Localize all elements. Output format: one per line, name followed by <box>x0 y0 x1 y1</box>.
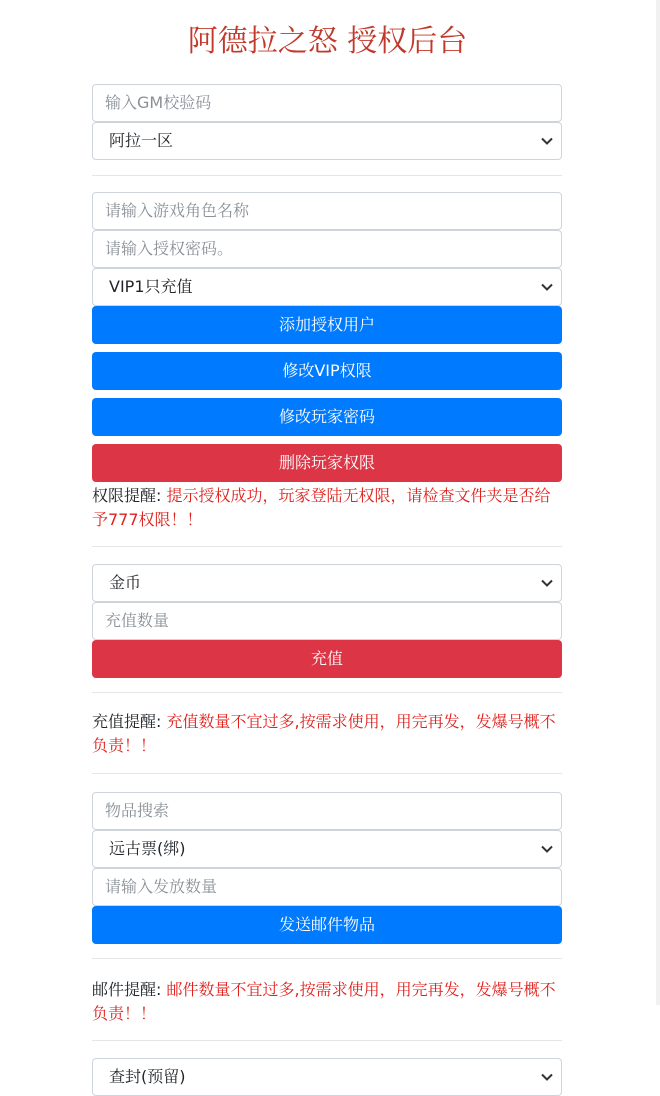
permission-notice-text: 提示授权成功，玩家登陆无权限，请检查文件夹是否给予777权限！！ <box>92 486 551 529</box>
divider <box>92 1040 562 1041</box>
add-auth-user-button[interactable]: 添加授权用户 <box>92 306 562 344</box>
recharge-notice-text: 充值数量不宜过多,按需求使用，用完再发，发爆号概不负责！！ <box>92 712 556 755</box>
divider <box>92 175 562 176</box>
chevron-down-icon <box>541 831 553 867</box>
chevron-down-icon <box>541 565 553 601</box>
item-search-input[interactable]: 物品搜索 <box>92 792 562 830</box>
divider <box>92 773 562 774</box>
modify-vip-button[interactable]: 修改VIP权限 <box>92 352 562 390</box>
recharge-amount-input[interactable]: 充值数量 <box>92 602 562 640</box>
vip-level-select[interactable] <box>92 268 562 306</box>
divider <box>92 546 562 547</box>
modify-password-button[interactable]: 修改玩家密码 <box>92 398 562 436</box>
recharge-notice <box>92 710 562 758</box>
role-name-input[interactable]: 请输入游戏角色名称 <box>92 192 562 230</box>
permission-notice-label: 权限提醒: <box>92 486 167 505</box>
chevron-down-icon <box>541 1059 553 1095</box>
currency-select-value: 金币 <box>109 573 142 592</box>
mail-notice <box>92 978 562 1026</box>
gm-code-input[interactable]: 输入GM校验码 <box>92 84 562 122</box>
currency-select[interactable] <box>92 564 562 602</box>
vip-level-select-value: VIP1只充值 <box>109 277 193 296</box>
recharge-notice-label: 充值提醒: <box>92 712 167 731</box>
item-select-value: 远古票(绑) <box>109 839 186 858</box>
server-select[interactable] <box>92 122 562 160</box>
ban-select[interactable] <box>92 1058 562 1096</box>
auth-password-input[interactable]: 请输入授权密码。 <box>92 230 562 268</box>
send-mail-item-button[interactable]: 发送邮件物品 <box>92 906 562 944</box>
item-select[interactable] <box>92 830 562 868</box>
permission-notice <box>92 484 562 532</box>
chevron-down-icon <box>541 123 553 159</box>
mail-notice-text: 邮件数量不宜过多,按需求使用，用完再发，发爆号概不负责！！ <box>92 980 556 1023</box>
mail-notice-label: 邮件提醒: <box>92 980 167 999</box>
mail-quantity-input[interactable]: 请输入发放数量 <box>92 868 562 906</box>
ban-select-value: 查封(预留) <box>109 1067 186 1086</box>
delete-permission-button[interactable]: 删除玩家权限 <box>92 444 562 482</box>
divider <box>92 958 562 959</box>
page-title: 阿德拉之怒 授权后台 <box>187 24 468 59</box>
scrollbar-track[interactable] <box>656 0 660 1005</box>
divider <box>92 692 562 693</box>
recharge-button[interactable]: 充值 <box>92 640 562 678</box>
server-select-value: 阿拉一区 <box>109 131 174 150</box>
chevron-down-icon <box>541 269 553 305</box>
